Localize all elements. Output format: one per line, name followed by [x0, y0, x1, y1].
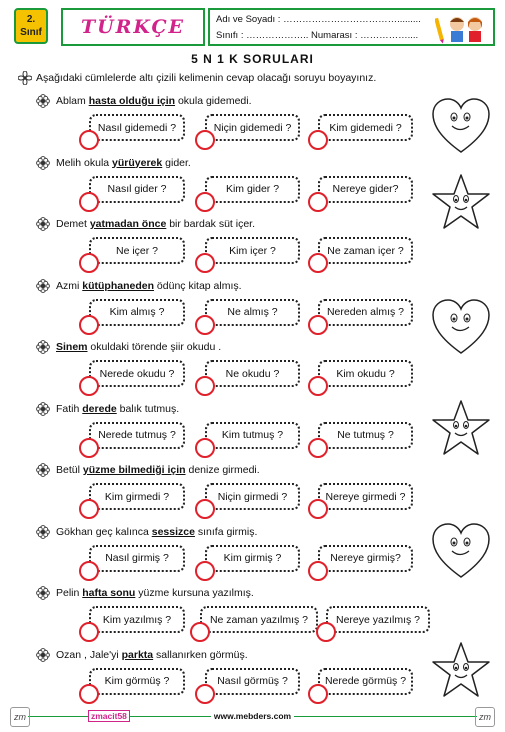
underlined-word: yürüyerek [112, 156, 163, 169]
answer-circle[interactable] [308, 315, 328, 335]
answer-circle[interactable] [79, 622, 99, 642]
author-code: zmacit58 [88, 710, 130, 722]
answer-option[interactable]: Kim okudu ? [318, 360, 413, 387]
sentence-text: bir bardak süt içer. [166, 218, 256, 230]
answer-option[interactable]: Kim girmiş ? [205, 545, 300, 572]
answer-option[interactable]: Ne tutmuş ? [318, 422, 413, 449]
answer-circle[interactable] [79, 684, 99, 704]
answer-circle[interactable] [308, 253, 328, 273]
sentence-text: ödünç kitap almış. [154, 279, 242, 292]
underlined-word: yatmadan önce [89, 218, 167, 230]
student-info-box [208, 8, 495, 46]
underlined-word: Sinem [56, 341, 88, 353]
flower-icon [36, 402, 50, 416]
question-sentence [56, 280, 242, 292]
flower-icon [36, 648, 50, 662]
answer-circle[interactable] [308, 684, 328, 704]
question-sentence [56, 526, 257, 538]
sentence-text: yüzme kursuna yazılmış. [135, 587, 254, 599]
answer-circle[interactable] [79, 438, 99, 458]
sentence-text: Melih okula [56, 156, 113, 169]
answer-circle[interactable] [195, 499, 215, 519]
answer-circle[interactable] [79, 253, 99, 273]
grade-number: 2. [26, 14, 36, 25]
answer-option[interactable]: Niçin girmedi ? [205, 483, 300, 510]
sentence-text: Betül [56, 464, 83, 476]
underlined-word: sessizce [151, 525, 195, 538]
question-sentence [56, 649, 248, 661]
answer-option[interactable]: Kim almış ? [89, 299, 185, 326]
answer-circle[interactable] [308, 499, 328, 519]
heart-face-icon [430, 95, 492, 157]
sentence-text: balık tutmuş. [116, 402, 180, 415]
answer-option[interactable]: Kim görmüş ? [89, 668, 185, 695]
footer-left-logo: zm [10, 707, 30, 727]
answer-circle[interactable] [79, 192, 99, 212]
sentence-text: gider. [162, 156, 191, 169]
underlined-word: hasta olduğu için [88, 95, 176, 107]
answer-option[interactable]: Nereye yazılmış ? [326, 606, 430, 633]
underlined-word: derede [82, 402, 117, 415]
answer-circle[interactable] [79, 376, 99, 396]
answer-option[interactable]: Nerede görmüş ? [318, 668, 413, 695]
answer-option[interactable]: Nasıl görmüş ? [205, 668, 300, 695]
answer-circle[interactable] [195, 561, 215, 581]
answer-option[interactable]: Nereye girmedi ? [318, 483, 413, 510]
grade-label: Sınıf [20, 27, 42, 38]
underlined-word: parkta [121, 648, 154, 661]
sentence-text: Gökhan geç kalınca [56, 525, 152, 538]
answer-circle[interactable] [195, 253, 215, 273]
answer-circle[interactable] [195, 438, 215, 458]
answer-circle[interactable] [308, 192, 328, 212]
sentence-text: denize girmedi. [185, 464, 260, 476]
answer-option[interactable]: Kim tutmuş ? [205, 422, 300, 449]
answer-option[interactable]: Nerede tutmuş ? [89, 422, 185, 449]
sentence-text: Ablam [56, 95, 89, 107]
sentence-text: Ozan , Jale'yi [56, 648, 122, 661]
answer-option[interactable]: Nereden almış ? [318, 299, 413, 326]
sentence-text: sınıfa girmiş. [194, 525, 258, 538]
answer-option[interactable]: Nereye gider? [318, 176, 413, 203]
question-sentence [56, 95, 252, 107]
flower-icon [36, 586, 50, 600]
answer-circle[interactable] [79, 130, 99, 150]
answer-circle[interactable] [79, 561, 99, 581]
answer-option[interactable]: Ne zaman yazılmış ? [200, 606, 318, 633]
underlined-word: yüzme bilmediği için [82, 464, 186, 476]
name-field[interactable]: Adı ve Soyadı : ………………………………......... [216, 14, 421, 25]
answer-circle[interactable] [195, 684, 215, 704]
answer-option[interactable]: Niçin gidemedi ? [205, 114, 300, 141]
answer-option[interactable]: Ne içer ? [89, 237, 185, 264]
question-sentence [56, 587, 254, 599]
answer-circle[interactable] [79, 499, 99, 519]
answer-option[interactable]: Ne zaman içer ? [318, 237, 413, 264]
class-number-field[interactable]: Sınıfı : ……………….. Numarası : …………….... [216, 30, 419, 41]
star-face-icon [430, 640, 492, 702]
answer-circle[interactable] [195, 192, 215, 212]
underlined-word: hafta sonu [82, 587, 136, 599]
answer-circle[interactable] [308, 438, 328, 458]
sentence-text: sallanırken görmüş. [153, 648, 248, 661]
sentence-text: Demet [56, 218, 90, 230]
worksheet-subtitle: 5 N 1 K SORULARI [191, 52, 314, 66]
sentence-text: okuldaki törende şiir okudu . [87, 341, 222, 353]
page-title: TÜRKÇE [80, 16, 186, 38]
sentence-text: Pelin [56, 587, 83, 599]
star-face-icon [430, 172, 492, 234]
heart-face-icon [430, 520, 492, 582]
flower-icon [36, 340, 50, 354]
question-sentence [56, 157, 191, 169]
question-sentence [56, 341, 221, 353]
answer-circle[interactable] [308, 130, 328, 150]
answer-option[interactable]: Ne almış ? [205, 299, 300, 326]
sentence-text: Fatih [56, 402, 83, 415]
answer-circle[interactable] [308, 561, 328, 581]
answer-option[interactable]: Kim içer ? [205, 237, 300, 264]
title-box [61, 8, 205, 46]
flower-icon [36, 525, 50, 539]
answer-circle[interactable] [79, 315, 99, 335]
flower-icon [36, 279, 50, 293]
question-sentence [56, 218, 255, 230]
answer-option[interactable]: Nasıl gidemedi ? [89, 114, 185, 141]
answer-option[interactable]: Nerede okudu ? [89, 360, 185, 387]
footer-right-logo: zm [475, 707, 495, 727]
answer-option[interactable]: Kim girmedi ? [89, 483, 185, 510]
answer-option[interactable]: Nasıl gider ? [89, 176, 185, 203]
flower-icon [36, 156, 50, 170]
star-face-icon [430, 398, 492, 460]
answer-circle[interactable] [190, 622, 210, 642]
question-sentence [56, 464, 260, 476]
answer-option[interactable]: Kim yazılmış ? [89, 606, 185, 633]
underlined-word: kütüphaneden [82, 279, 155, 292]
answer-circle[interactable] [195, 130, 215, 150]
answer-circle[interactable] [308, 376, 328, 396]
instruction-text: Aşağıdaki cümlelerde altı çizili kelimenin cevap olacağı soruyu boyayınız. [36, 72, 377, 84]
answer-circle[interactable] [195, 315, 215, 335]
question-sentence [56, 403, 179, 415]
sentence-text: okula gidemedi. [175, 95, 252, 107]
heart-face-icon [430, 296, 492, 358]
answer-circle[interactable] [316, 622, 336, 642]
flower-icon [36, 463, 50, 477]
site-url[interactable] [0, 711, 505, 721]
answer-option[interactable]: Ne okudu ? [205, 360, 300, 387]
answer-option[interactable]: Nereye girmiş? [318, 545, 413, 572]
flower-icon [36, 94, 50, 108]
site-url-text[interactable]: www.mebders.com [211, 711, 294, 721]
flower-icon [18, 71, 32, 85]
answer-option[interactable]: Kim gidemedi ? [318, 114, 413, 141]
answer-option[interactable]: Nasıl girmiş ? [89, 545, 185, 572]
flower-icon [36, 217, 50, 231]
answer-option[interactable]: Kim gider ? [205, 176, 300, 203]
grade-badge [14, 8, 48, 44]
kids-illustration [435, 12, 487, 44]
sentence-text: Azmi [56, 279, 83, 292]
answer-circle[interactable] [195, 376, 215, 396]
